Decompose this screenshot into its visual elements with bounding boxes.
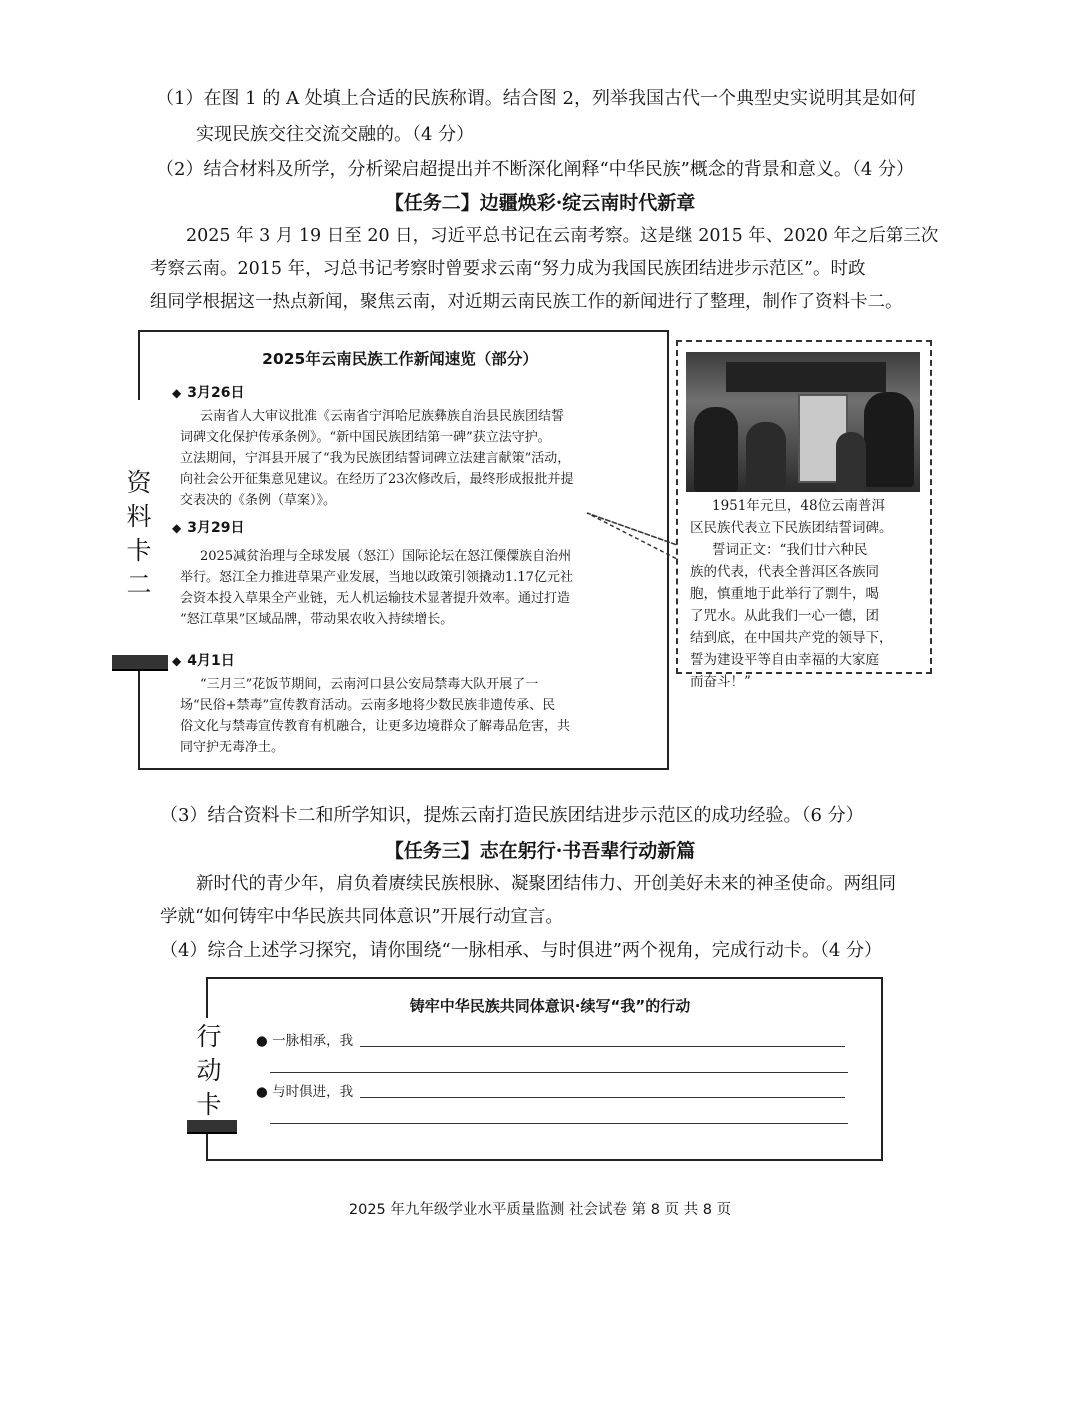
task3-paragraph-line-1: 新时代的青少年，肩负着赓续民族根脉、凝聚团结伟力、开创美好未来的神圣使命。两组同	[196, 874, 896, 894]
action-card-title: 铸牢中华民族共同体意识·续写“我”的行动	[409, 997, 691, 1015]
news-line: “怒江草果”区域品牌，带动果农收入持续增长。	[180, 612, 454, 627]
news-item-3	[180, 674, 571, 758]
caption-line: 而奋斗！”	[690, 674, 751, 690]
news-date-text: 3月29日	[187, 520, 245, 536]
data-card-title: 2025年云南民族工作新闻速览（部分）	[262, 350, 538, 368]
news-item-1	[180, 406, 574, 511]
data-card-side-label	[122, 466, 156, 602]
caption-line: 族的代表，代表全普洱区各族同	[690, 564, 879, 580]
news-line: “三月三”花饭节期间，云南河口县公安局禁毒大队开展了一	[200, 677, 539, 692]
caption-line: 胞，慎重地于此举行了剽牛，喝	[690, 586, 879, 602]
task2-heading: 【任务二】边疆焕彩·绽云南时代新章	[384, 192, 696, 214]
action-card-side-label	[192, 1020, 226, 1122]
news-line: 2025减贫治理与全球发展（怒江）国际论坛在怒江傈僳族自治州	[200, 549, 572, 564]
question-4: （4）综合上述学习探究，请你围绕“一脉相承、与时俱进”两个视角，完成行动卡。（4 分）	[160, 940, 883, 961]
caption-line: 了咒水。从此我们一心一德，团	[690, 608, 879, 624]
news-item-2	[180, 546, 573, 630]
question-1-line-1: （1）在图 1 的 A 处填上合适的民族称谓。结合图 2，列举我国古代一个典型史实说明其是如何	[156, 88, 916, 109]
news-line: 云南省人大审议批准《云南省宁洱哈尼族彝族自治县民族团结誓	[200, 409, 565, 424]
news-line: 场“民俗+禁毒”宣传教育活动。云南多地将少数民族非遗传承、民	[180, 698, 556, 713]
action-bullet-1: ● 一脉相承，我	[256, 1033, 354, 1049]
task2-paragraph-line-2: 考察云南。2015 年，习总书记考察时曾要求云南“努力成为我国民族团结进步示范区”。时政	[150, 259, 866, 279]
caption-line: 誓为建设平等自由幸福的大家庭	[690, 652, 879, 668]
action-bullet-2: ● 与时俱进，我	[256, 1084, 354, 1100]
caption-line: 结到底，在中国共产党的领导下，	[690, 630, 893, 646]
answer-line-1b[interactable]	[270, 1072, 848, 1073]
task2-paragraph-line-3: 组同学根据这一热点新闻，聚焦云南，对近期云南民族工作的新闻进行了整理，制作了资料卡二。	[150, 292, 903, 312]
side-char: 卡	[196, 1090, 222, 1119]
side-char: 动	[196, 1056, 222, 1085]
news-line: 同守护无毒净土。	[180, 740, 285, 755]
dashed-connector	[585, 505, 685, 565]
question-1-line-2: 实现民族交往交流交融的。（4 分）	[196, 124, 475, 145]
side-char: 资	[126, 468, 152, 497]
task3-heading: 【任务三】志在躬行·书吾辈行动新篇	[384, 840, 696, 862]
photo-caption	[690, 495, 893, 693]
side-char: 卡	[126, 536, 152, 565]
caption-line: 区民族代表立下民族团结誓词碑。	[690, 520, 893, 536]
answer-line-2b[interactable]	[270, 1123, 848, 1124]
news-date-text: 3月26日	[187, 385, 245, 401]
task3-paragraph-line-2: 学就“如何铸牢中华民族共同体意识”开展行动宣言。	[160, 907, 563, 927]
news-line: 向社会公开征集意见建议。在经历了23次修改后，最终形成报批并提	[180, 472, 574, 487]
side-char: 二	[126, 570, 152, 599]
caption-line: 1951年元旦，48位云南普洱	[712, 498, 886, 514]
news-line: 举行。怒江全力推进草果产业发展，当地以政策引领撬动1.17亿元社	[180, 570, 573, 585]
news-line: 俗文化与禁毒宣传教育有机融合，让更多边境群众了解毒品危害，共	[180, 719, 571, 734]
diamond-icon: ◆	[172, 386, 182, 400]
news-date-2	[172, 517, 244, 537]
question-2: （2）结合材料及所学，分析梁启超提出并不断深化阐释“中华民族”概念的背景和意义。（4 分）	[156, 159, 915, 180]
answer-line-2a[interactable]	[360, 1097, 845, 1098]
question-3: （3）结合资料卡二和所学知识，提炼云南打造民族团结进步示范区的成功经验。（6 分）	[160, 805, 864, 826]
diamond-icon: ◆	[172, 521, 182, 535]
action-card-side-bar	[187, 1120, 237, 1134]
data-card-side-bar	[112, 655, 168, 671]
diamond-icon: ◆	[172, 654, 182, 668]
news-line: 立法期间，宁洱县开展了“我为民族团结誓词碑立法建言献策”活动，	[180, 451, 571, 466]
news-line: 交表决的《条例（草案）》。	[180, 493, 337, 508]
caption-line: 誓词正文：“我们廿六种民	[712, 542, 868, 558]
answer-line-1a[interactable]	[360, 1046, 845, 1047]
news-line: 会资本投入草果全产业链，无人机运输技术显著提升效率。通过打造	[180, 591, 571, 606]
news-date-text: 4月1日	[187, 653, 235, 669]
side-char: 料	[126, 502, 152, 531]
side-char: 行	[196, 1022, 222, 1051]
stele-photo	[686, 352, 920, 492]
news-date-1	[172, 382, 244, 402]
news-date-3	[172, 650, 235, 670]
task2-paragraph-line-1: 2025 年 3 月 19 日至 20 日，习近平总书记在云南考察。这是继 2015 年、2020 年之后第三次	[186, 226, 939, 246]
news-line: 词碑文化保护传承条例》。“新中国民族团结第一碑”获立法守护。	[180, 430, 551, 445]
page-footer: 2025 年九年级学业水平质量监测 社会试卷 第 8 页 共 8 页	[348, 1202, 732, 1218]
